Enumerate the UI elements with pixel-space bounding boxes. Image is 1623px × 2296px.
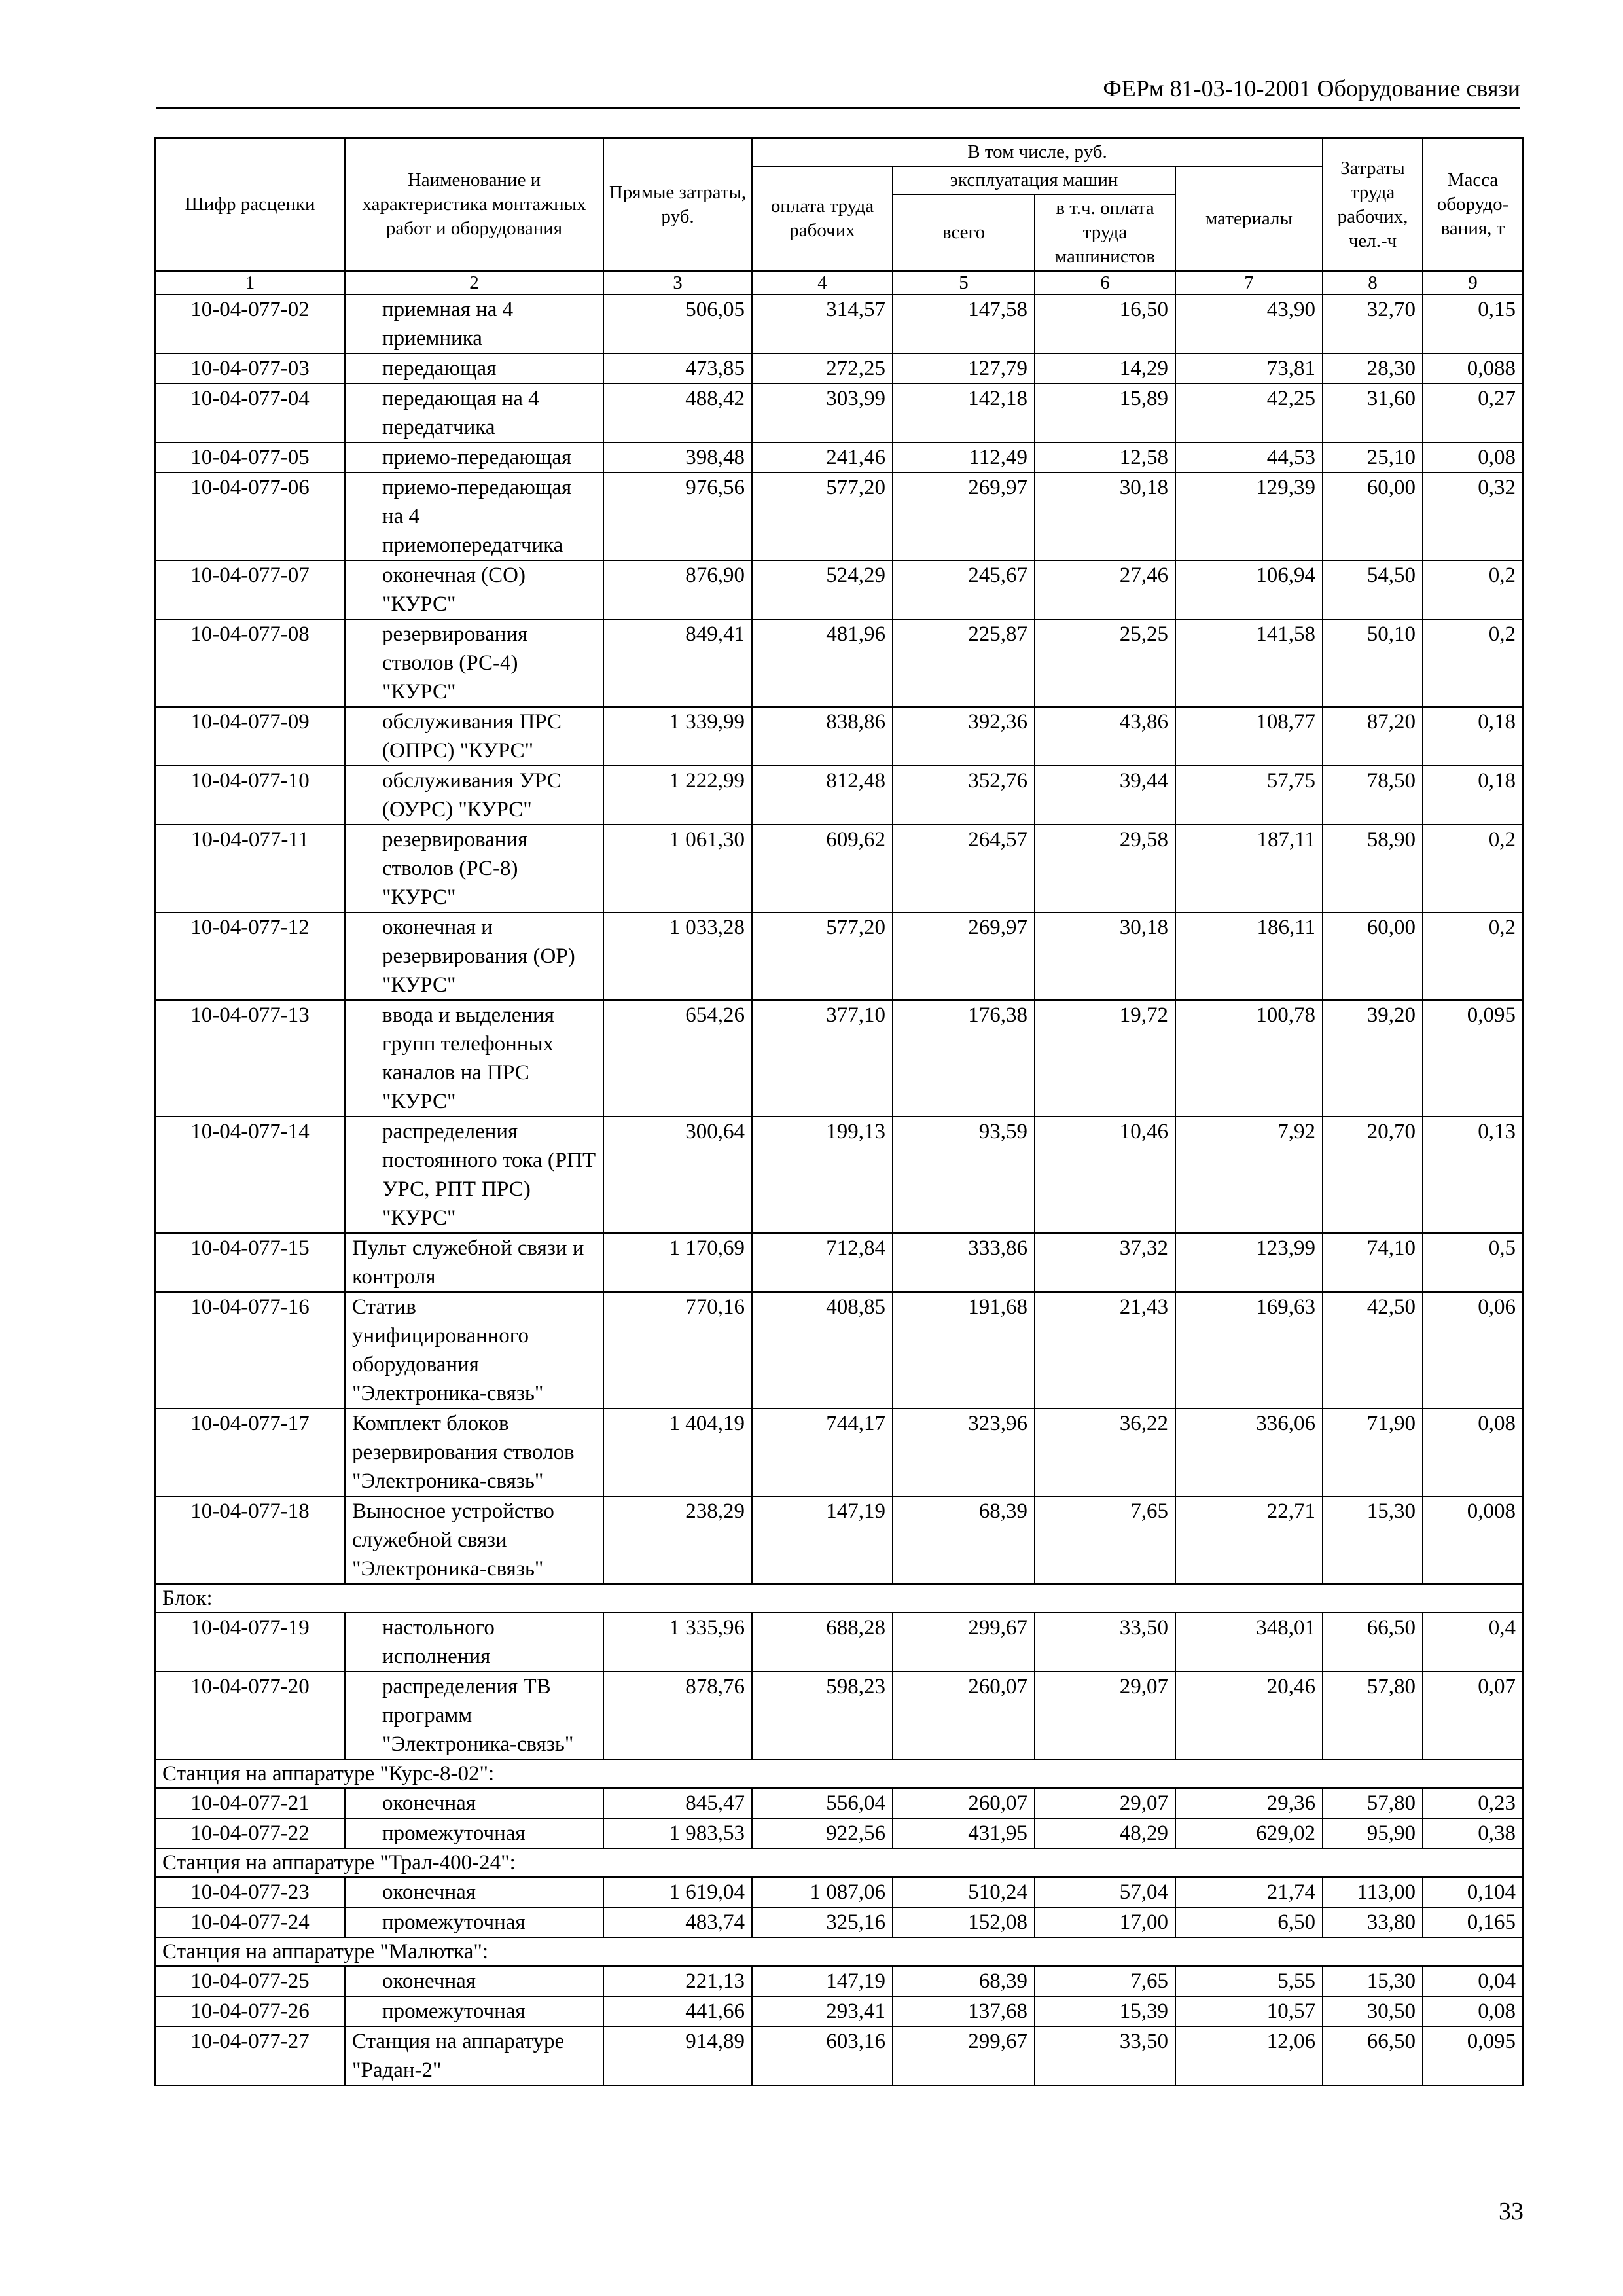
cell-materials: 629,02: [1175, 1818, 1323, 1848]
cell-direct: 1 170,69: [603, 1233, 752, 1292]
cell-m-labor: 19,72: [1035, 1000, 1175, 1117]
col-number: 3: [603, 271, 752, 295]
cell-direct: 878,76: [603, 1672, 752, 1759]
cell-hours: 57,80: [1323, 1788, 1423, 1818]
cell-m-total: 510,24: [893, 1877, 1035, 1907]
cell-materials: 43,90: [1175, 295, 1323, 353]
cell-m-total: 431,95: [893, 1818, 1035, 1848]
rate-code: 10-04-077-27: [155, 2026, 345, 2085]
rate-code: 10-04-077-16: [155, 1292, 345, 1408]
cell-m-labor: 29,07: [1035, 1788, 1175, 1818]
cell-mass: 0,06: [1423, 1292, 1523, 1408]
cell-mass: 0,15: [1423, 295, 1523, 353]
col-materials-header: материалы: [1175, 166, 1323, 271]
col-machines-header: эксплуатация машин: [893, 166, 1175, 194]
cell-labor: 1 087,06: [752, 1877, 893, 1907]
cell-hours: 74,10: [1323, 1233, 1423, 1292]
work-name: ввода и выделения групп телефонных каналов на ПРС "КУРС": [345, 1000, 603, 1117]
col-labor-header: оплата труда рабочих: [752, 166, 893, 271]
table-row: [155, 1117, 1523, 1233]
cell-mass: 0,07: [1423, 1672, 1523, 1759]
col-machines-labor-header: в т.ч. оплата труда машинистов: [1035, 194, 1175, 271]
cell-labor: 577,20: [752, 473, 893, 560]
cell-m-total: 225,87: [893, 619, 1035, 707]
cell-m-labor: 57,04: [1035, 1877, 1175, 1907]
cell-direct: 1 061,30: [603, 825, 752, 912]
rate-code: 10-04-077-25: [155, 1966, 345, 1996]
rate-code: 10-04-077-13: [155, 1000, 345, 1117]
work-name: резервирования стволов (РС-8) "КУРС": [345, 825, 603, 912]
cell-m-labor: 25,25: [1035, 619, 1175, 707]
cell-hours: 39,20: [1323, 1000, 1423, 1117]
work-name: оконечная: [345, 1877, 603, 1907]
cell-materials: 7,92: [1175, 1117, 1323, 1233]
cell-mass: 0,32: [1423, 473, 1523, 560]
cell-hours: 32,70: [1323, 295, 1423, 353]
table-row: [155, 560, 1523, 619]
work-name: Выносное устройство служебной связи "Электроника-связь": [345, 1496, 603, 1584]
rate-code: 10-04-077-14: [155, 1117, 345, 1233]
cell-mass: 0,18: [1423, 766, 1523, 825]
work-name: обслуживания ПРС (ОПРС) "КУРС": [345, 707, 603, 766]
cell-hours: 57,80: [1323, 1672, 1423, 1759]
cell-m-labor: 30,18: [1035, 912, 1175, 1000]
cell-mass: 0,18: [1423, 707, 1523, 766]
cell-direct: 876,90: [603, 560, 752, 619]
cell-m-labor: 10,46: [1035, 1117, 1175, 1233]
cell-materials: 141,58: [1175, 619, 1323, 707]
cell-materials: 22,71: [1175, 1496, 1323, 1584]
cell-m-labor: 36,22: [1035, 1408, 1175, 1496]
col-number: 7: [1175, 271, 1323, 295]
cell-direct: 488,42: [603, 384, 752, 442]
cell-materials: 73,81: [1175, 353, 1323, 384]
table-row: [155, 707, 1523, 766]
group-label: Станция на аппаратуре "Малютка":: [155, 1937, 1523, 1966]
cell-m-labor: 48,29: [1035, 1818, 1175, 1848]
cell-m-total: 191,68: [893, 1292, 1035, 1408]
cell-hours: 54,50: [1323, 560, 1423, 619]
cell-mass: 0,008: [1423, 1496, 1523, 1584]
cell-labor: 147,19: [752, 1966, 893, 1996]
rate-code: 10-04-077-22: [155, 1818, 345, 1848]
table-row: [155, 1613, 1523, 1672]
cell-direct: 1 335,96: [603, 1613, 752, 1672]
cell-materials: 42,25: [1175, 384, 1323, 442]
cell-direct: 1 404,19: [603, 1408, 752, 1496]
cell-m-total: 112,49: [893, 442, 1035, 473]
cell-labor: 408,85: [752, 1292, 893, 1408]
document-title: ФЕРм 81-03-10-2001 Оборудование связи: [1103, 75, 1520, 101]
cell-direct: 483,74: [603, 1907, 752, 1937]
table-row: [155, 1233, 1523, 1292]
work-name: распределения постоянного тока (РПТ УРС, РПТ ПРС) "КУРС": [345, 1117, 603, 1233]
cell-mass: 0,095: [1423, 2026, 1523, 2085]
group-header-row: [155, 1584, 1523, 1613]
cell-materials: 10,57: [1175, 1996, 1323, 2026]
table-row: [155, 1877, 1523, 1907]
cell-mass: 0,23: [1423, 1788, 1523, 1818]
work-name: оконечная: [345, 1788, 603, 1818]
work-name: промежуточная: [345, 1818, 603, 1848]
cell-labor: 377,10: [752, 1000, 893, 1117]
cell-labor: 744,17: [752, 1408, 893, 1496]
cell-m-total: 137,68: [893, 1996, 1035, 2026]
work-name: оконечная: [345, 1966, 603, 1996]
cell-materials: 21,74: [1175, 1877, 1323, 1907]
cell-direct: 238,29: [603, 1496, 752, 1584]
cell-mass: 0,08: [1423, 442, 1523, 473]
work-name: оконечная и резервирования (ОР) "КУРС": [345, 912, 603, 1000]
cell-labor: 314,57: [752, 295, 893, 353]
cell-m-total: 245,67: [893, 560, 1035, 619]
rate-code: 10-04-077-18: [155, 1496, 345, 1584]
cell-m-total: 147,58: [893, 295, 1035, 353]
cell-hours: 33,80: [1323, 1907, 1423, 1937]
cell-mass: 0,2: [1423, 912, 1523, 1000]
cell-materials: 187,11: [1175, 825, 1323, 912]
cell-mass: 0,2: [1423, 825, 1523, 912]
cell-materials: 123,99: [1175, 1233, 1323, 1292]
group-label: Станция на аппаратуре "Курс-8-02":: [155, 1759, 1523, 1788]
cell-labor: 609,62: [752, 825, 893, 912]
work-name: настольного исполнения: [345, 1613, 603, 1672]
cell-materials: 6,50: [1175, 1907, 1323, 1937]
column-numbers-row: [155, 271, 1523, 295]
table-row: [155, 1818, 1523, 1848]
cell-labor: 598,23: [752, 1672, 893, 1759]
cell-hours: 20,70: [1323, 1117, 1423, 1233]
rate-code: 10-04-077-07: [155, 560, 345, 619]
cell-m-total: 269,97: [893, 912, 1035, 1000]
cell-labor: 922,56: [752, 1818, 893, 1848]
cell-m-total: 68,39: [893, 1966, 1035, 1996]
cell-mass: 0,088: [1423, 353, 1523, 384]
cell-materials: 100,78: [1175, 1000, 1323, 1117]
cell-direct: 473,85: [603, 353, 752, 384]
col-number: 6: [1035, 271, 1175, 295]
cell-m-labor: 43,86: [1035, 707, 1175, 766]
cell-m-total: 333,86: [893, 1233, 1035, 1292]
col-number: 5: [893, 271, 1035, 295]
cell-m-labor: 30,18: [1035, 473, 1175, 560]
rate-code: 10-04-077-21: [155, 1788, 345, 1818]
group-header-row: [155, 1848, 1523, 1877]
rate-code: 10-04-077-26: [155, 1996, 345, 2026]
cell-materials: 29,36: [1175, 1788, 1323, 1818]
work-name: оконечная (СО) "КУРС": [345, 560, 603, 619]
cell-hours: 25,10: [1323, 442, 1423, 473]
cell-labor: 199,13: [752, 1117, 893, 1233]
work-name: Станция на аппаратуре "Радан-2": [345, 2026, 603, 2085]
work-name: Пульт служебной связи и контроля: [345, 1233, 603, 1292]
group-header-row: [155, 1759, 1523, 1788]
cell-hours: 50,10: [1323, 619, 1423, 707]
table-row: [155, 1496, 1523, 1584]
rate-code: 10-04-077-09: [155, 707, 345, 766]
cell-m-labor: 21,43: [1035, 1292, 1175, 1408]
cell-hours: 60,00: [1323, 912, 1423, 1000]
cell-labor: 712,84: [752, 1233, 893, 1292]
cell-direct: 300,64: [603, 1117, 752, 1233]
cell-direct: 1 222,99: [603, 766, 752, 825]
cell-hours: 66,50: [1323, 1613, 1423, 1672]
cell-hours: 30,50: [1323, 1996, 1423, 2026]
cell-hours: 28,30: [1323, 353, 1423, 384]
cell-mass: 0,08: [1423, 1408, 1523, 1496]
group-label: Станция на аппаратуре "Трал-400-24":: [155, 1848, 1523, 1877]
cell-m-labor: 15,89: [1035, 384, 1175, 442]
rate-code: 10-04-077-06: [155, 473, 345, 560]
cell-materials: 336,06: [1175, 1408, 1323, 1496]
table-row: [155, 353, 1523, 384]
cell-labor: 603,16: [752, 2026, 893, 2085]
work-name: передающая на 4 передатчика: [345, 384, 603, 442]
col-hours-header: Затраты труда рабочих, чел.-ч: [1323, 138, 1423, 271]
cell-m-labor: 7,65: [1035, 1496, 1175, 1584]
cell-mass: 0,13: [1423, 1117, 1523, 1233]
work-name: обслуживания УРС (ОУРС) "КУРС": [345, 766, 603, 825]
cell-mass: 0,095: [1423, 1000, 1523, 1117]
cell-direct: 398,48: [603, 442, 752, 473]
cell-labor: 481,96: [752, 619, 893, 707]
cell-direct: 1 033,28: [603, 912, 752, 1000]
cell-mass: 0,2: [1423, 560, 1523, 619]
price-table: [154, 137, 1524, 2086]
cell-m-labor: 16,50: [1035, 295, 1175, 353]
cell-materials: 5,55: [1175, 1966, 1323, 1996]
group-header-row: [155, 1937, 1523, 1966]
rate-code: 10-04-077-03: [155, 353, 345, 384]
table-row: [155, 825, 1523, 912]
cell-labor: 147,19: [752, 1496, 893, 1584]
cell-m-labor: 15,39: [1035, 1996, 1175, 2026]
table-row: [155, 619, 1523, 707]
cell-labor: 272,25: [752, 353, 893, 384]
cell-direct: 506,05: [603, 295, 752, 353]
rate-code: 10-04-077-19: [155, 1613, 345, 1672]
cell-direct: 1 339,99: [603, 707, 752, 766]
cell-m-labor: 29,07: [1035, 1672, 1175, 1759]
cell-m-total: 260,07: [893, 1788, 1035, 1818]
cell-hours: 78,50: [1323, 766, 1423, 825]
cell-m-total: 260,07: [893, 1672, 1035, 1759]
cell-m-labor: 29,58: [1035, 825, 1175, 912]
table-row: [155, 1907, 1523, 1937]
cell-hours: 95,90: [1323, 1818, 1423, 1848]
col-incl-header: В том числе, руб.: [752, 138, 1323, 166]
table-row: [155, 384, 1523, 442]
cell-m-labor: 12,58: [1035, 442, 1175, 473]
cell-materials: 12,06: [1175, 2026, 1323, 2085]
cell-m-total: 269,97: [893, 473, 1035, 560]
cell-hours: 60,00: [1323, 473, 1423, 560]
cell-m-labor: 33,50: [1035, 2026, 1175, 2085]
cell-mass: 0,04: [1423, 1966, 1523, 1996]
cell-direct: 845,47: [603, 1788, 752, 1818]
cell-labor: 688,28: [752, 1613, 893, 1672]
cell-mass: 0,4: [1423, 1613, 1523, 1672]
cell-direct: 1 619,04: [603, 1877, 752, 1907]
work-name: приемо-передающая: [345, 442, 603, 473]
cell-hours: 31,60: [1323, 384, 1423, 442]
table-row: [155, 766, 1523, 825]
work-name: Статив унифицированного оборудования "Электроника-связь": [345, 1292, 603, 1408]
rate-code: 10-04-077-05: [155, 442, 345, 473]
cell-direct: 654,26: [603, 1000, 752, 1117]
table-row: [155, 1966, 1523, 1996]
cell-m-labor: 39,44: [1035, 766, 1175, 825]
cell-m-total: 299,67: [893, 1613, 1035, 1672]
cell-m-labor: 17,00: [1035, 1907, 1175, 1937]
cell-m-total: 127,79: [893, 353, 1035, 384]
cell-hours: 66,50: [1323, 2026, 1423, 2085]
cell-m-labor: 7,65: [1035, 1966, 1175, 1996]
rate-code: 10-04-077-23: [155, 1877, 345, 1907]
table-row: [155, 295, 1523, 353]
work-name: промежуточная: [345, 1996, 603, 2026]
cell-labor: 303,99: [752, 384, 893, 442]
table-row: [155, 1788, 1523, 1818]
cell-direct: 221,13: [603, 1966, 752, 1996]
cell-direct: 770,16: [603, 1292, 752, 1408]
rate-code: 10-04-077-10: [155, 766, 345, 825]
cell-hours: 113,00: [1323, 1877, 1423, 1907]
col-number: 4: [752, 271, 893, 295]
cell-hours: 71,90: [1323, 1408, 1423, 1496]
cell-mass: 0,38: [1423, 1818, 1523, 1848]
group-label: Блок:: [155, 1584, 1523, 1613]
running-header: [156, 73, 1520, 109]
cell-m-total: 352,76: [893, 766, 1035, 825]
work-name: Комплект блоков резервирования стволов "Электроника-связь": [345, 1408, 603, 1496]
rate-code: 10-04-077-08: [155, 619, 345, 707]
col-code-header: Шифр расценки: [155, 138, 345, 271]
table-row: [155, 1408, 1523, 1496]
cell-m-total: 142,18: [893, 384, 1035, 442]
table-row: [155, 1996, 1523, 2026]
cell-m-total: 152,08: [893, 1907, 1035, 1937]
page-number: 33: [1499, 2198, 1524, 2225]
col-number: 8: [1323, 271, 1423, 295]
work-name: резервирования стволов (РС-4) "КУРС": [345, 619, 603, 707]
cell-m-labor: 27,46: [1035, 560, 1175, 619]
cell-labor: 241,46: [752, 442, 893, 473]
cell-hours: 15,30: [1323, 1496, 1423, 1584]
cell-labor: 293,41: [752, 1996, 893, 2026]
col-number: 1: [155, 271, 345, 295]
cell-mass: 0,27: [1423, 384, 1523, 442]
cell-materials: 186,11: [1175, 912, 1323, 1000]
cell-labor: 812,48: [752, 766, 893, 825]
cell-materials: 44,53: [1175, 442, 1323, 473]
cell-m-total: 176,38: [893, 1000, 1035, 1117]
table-header: [155, 138, 1523, 295]
cell-m-labor: 37,32: [1035, 1233, 1175, 1292]
cell-mass: 0,5: [1423, 1233, 1523, 1292]
rate-code: 10-04-077-15: [155, 1233, 345, 1292]
cell-mass: 0,165: [1423, 1907, 1523, 1937]
cell-mass: 0,2: [1423, 619, 1523, 707]
cell-labor: 325,16: [752, 1907, 893, 1937]
work-name: передающая: [345, 353, 603, 384]
rate-code: 10-04-077-11: [155, 825, 345, 912]
cell-labor: 556,04: [752, 1788, 893, 1818]
col-name-header: Наименование и характеристика монтажных работ и оборудования: [345, 138, 603, 271]
work-name: приемная на 4 приемника: [345, 295, 603, 353]
col-mass-header: Масса оборудо-вания, т: [1423, 138, 1523, 271]
cell-m-total: 93,59: [893, 1117, 1035, 1233]
rate-code: 10-04-077-24: [155, 1907, 345, 1937]
rate-code: 10-04-077-04: [155, 384, 345, 442]
cell-materials: 20,46: [1175, 1672, 1323, 1759]
cell-labor: 838,86: [752, 707, 893, 766]
rate-code: 10-04-077-20: [155, 1672, 345, 1759]
cell-materials: 108,77: [1175, 707, 1323, 766]
work-name: приемо-передающая на 4 приемопередатчика: [345, 473, 603, 560]
col-direct-header: Прямые затраты, руб.: [603, 138, 752, 271]
cell-direct: 849,41: [603, 619, 752, 707]
cell-materials: 129,39: [1175, 473, 1323, 560]
cell-materials: 106,94: [1175, 560, 1323, 619]
cell-direct: 1 983,53: [603, 1818, 752, 1848]
work-name: распределения ТВ программ "Электроника-связь": [345, 1672, 603, 1759]
table-row: [155, 2026, 1523, 2085]
table-row: [155, 1000, 1523, 1117]
cell-labor: 524,29: [752, 560, 893, 619]
col-number: 2: [345, 271, 603, 295]
rate-code: 10-04-077-02: [155, 295, 345, 353]
cell-hours: 15,30: [1323, 1966, 1423, 1996]
cell-materials: 348,01: [1175, 1613, 1323, 1672]
cell-materials: 169,63: [1175, 1292, 1323, 1408]
cell-mass: 0,08: [1423, 1996, 1523, 2026]
cell-mass: 0,104: [1423, 1877, 1523, 1907]
rate-code: 10-04-077-12: [155, 912, 345, 1000]
cell-direct: 441,66: [603, 1996, 752, 2026]
cell-hours: 58,90: [1323, 825, 1423, 912]
table-row: [155, 473, 1523, 560]
work-name: промежуточная: [345, 1907, 603, 1937]
cell-m-labor: 14,29: [1035, 353, 1175, 384]
cell-direct: 976,56: [603, 473, 752, 560]
col-number: 9: [1423, 271, 1523, 295]
rate-code: 10-04-077-17: [155, 1408, 345, 1496]
cell-m-total: 264,57: [893, 825, 1035, 912]
cell-hours: 42,50: [1323, 1292, 1423, 1408]
table-row: [155, 1672, 1523, 1759]
table-row: [155, 1292, 1523, 1408]
cell-m-labor: 33,50: [1035, 1613, 1175, 1672]
cell-labor: 577,20: [752, 912, 893, 1000]
cell-m-total: 299,67: [893, 2026, 1035, 2085]
cell-direct: 914,89: [603, 2026, 752, 2085]
cell-m-total: 323,96: [893, 1408, 1035, 1496]
cell-materials: 57,75: [1175, 766, 1323, 825]
col-machines-total-header: всего: [893, 194, 1035, 271]
cell-m-total: 392,36: [893, 707, 1035, 766]
table-row: [155, 442, 1523, 473]
cell-m-total: 68,39: [893, 1496, 1035, 1584]
table-row: [155, 912, 1523, 1000]
cell-hours: 87,20: [1323, 707, 1423, 766]
table-body: [155, 295, 1523, 2085]
